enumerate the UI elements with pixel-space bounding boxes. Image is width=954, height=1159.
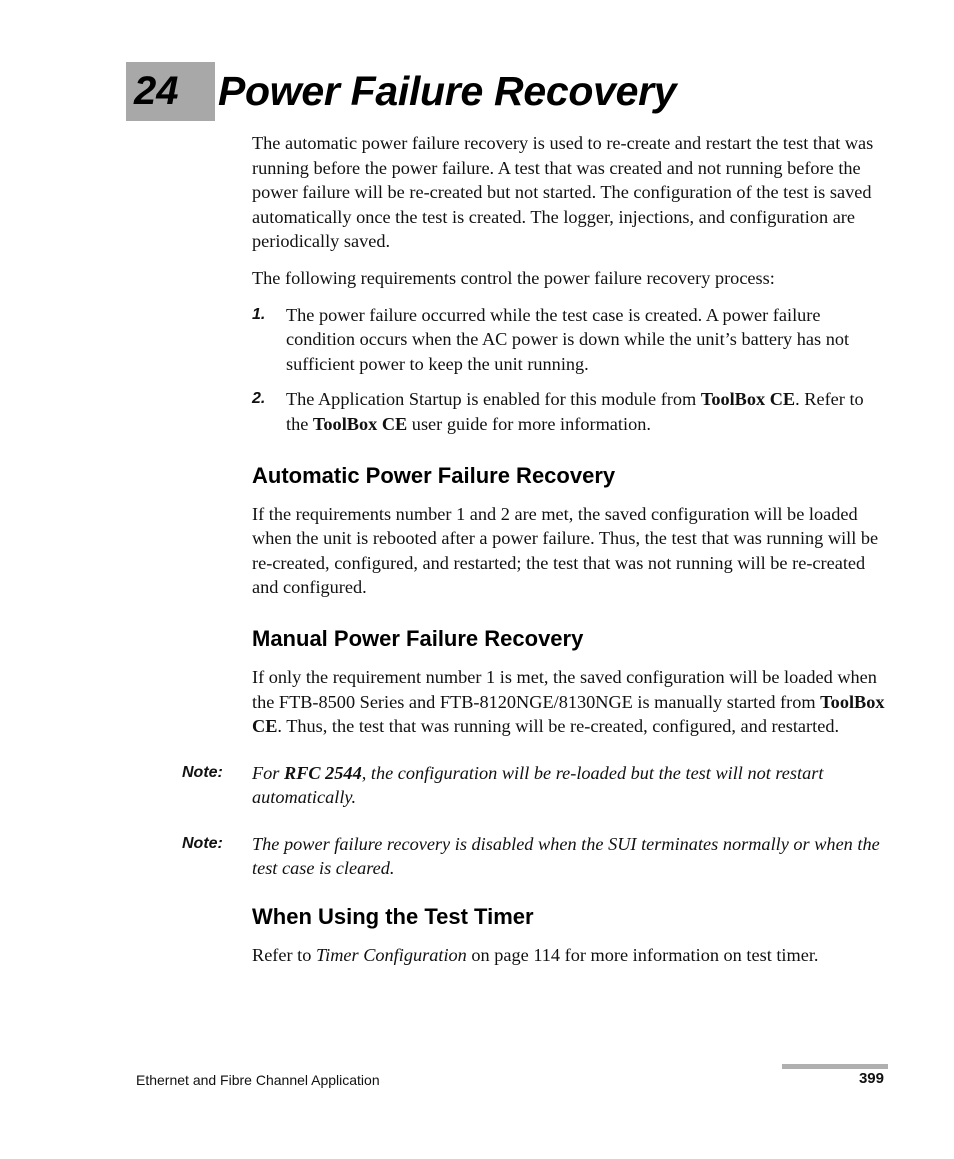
intro-paragraph: The automatic power failure recovery is used to re-create and restart the test that was running before the power failure. A test that was created and not running before the power failure will be re-created but not started. The configuration of the test is saved automatically once the test is created. The logger, injections, and configuration are periodically saved.: [252, 133, 874, 252]
section-heading-automatic: Automatic Power Failure Recovery: [252, 462, 616, 488]
footer-page-number: 399: [858, 1070, 884, 1087]
manual-paragraph: If only the requirement number 1 is met, the saved configuration will be loaded when the FTB-8500 Series and FTB-8120NGE/8130NGE is manually started from ToolBox CE. Thus, the test that was running will be re-created, configured, and restarted.: [252, 666, 885, 737]
automatic-paragraph: If the requirements number 1 and 2 are met, the saved configuration will be loaded when the unit is rebooted after a power failure. Thus, the test that was running will be re-created, configured, and restarted; the test that was not running will be re-created and configured.: [252, 503, 879, 598]
chapter-number-box: 24: [126, 62, 215, 121]
chapter-title: Power Failure Recovery: [218, 68, 677, 114]
list-item: [252, 387, 888, 436]
section-heading-manual: Manual Power Failure Recovery: [252, 625, 584, 651]
section-heading-timer: When Using the Test Timer: [252, 904, 534, 930]
requirements-lead: The following requirements control the power failure recovery process:: [252, 267, 775, 288]
timer-configuration-link[interactable]: Timer Configuration: [315, 945, 467, 966]
list-text: The power failure occurred while the test case is created. A power failure condition occurs when the AC power is down while the unit’s battery has not sufficient power to keep the unit running.: [286, 304, 850, 374]
list-text: The Application Startup is enabled for this module from ToolBox CE. Refer to the ToolBox CE user guide for more information.: [286, 389, 864, 434]
page-content: [182, 131, 888, 980]
toolbox-ce-ref: ToolBox CE: [312, 413, 408, 434]
note-disabled: [182, 832, 888, 881]
note-label: Note:: [182, 763, 223, 781]
note-label: Note:: [182, 834, 223, 852]
note-rfc2544: [182, 761, 888, 810]
toolbox-ce-ref: ToolBox CE: [700, 389, 796, 410]
list-number: 2.: [252, 390, 266, 408]
footer-doc-title: Ethernet and Fibre Channel Application: [136, 1072, 380, 1088]
note-text: For RFC 2544, the configuration will be re-loaded but the test will not restart automatically.: [252, 762, 824, 808]
toolbox-ce-ref: ToolBox CE: [252, 691, 885, 737]
note-text: The power failure recovery is disabled when the SUI terminates normally or when the test case is cleared.: [252, 833, 880, 879]
timer-paragraph: Refer to Timer Configuration on page 114 for more information on test timer.: [252, 945, 819, 966]
list-item: [252, 303, 888, 377]
list-number: 1.: [252, 305, 266, 323]
footer-rule: [782, 1064, 888, 1069]
